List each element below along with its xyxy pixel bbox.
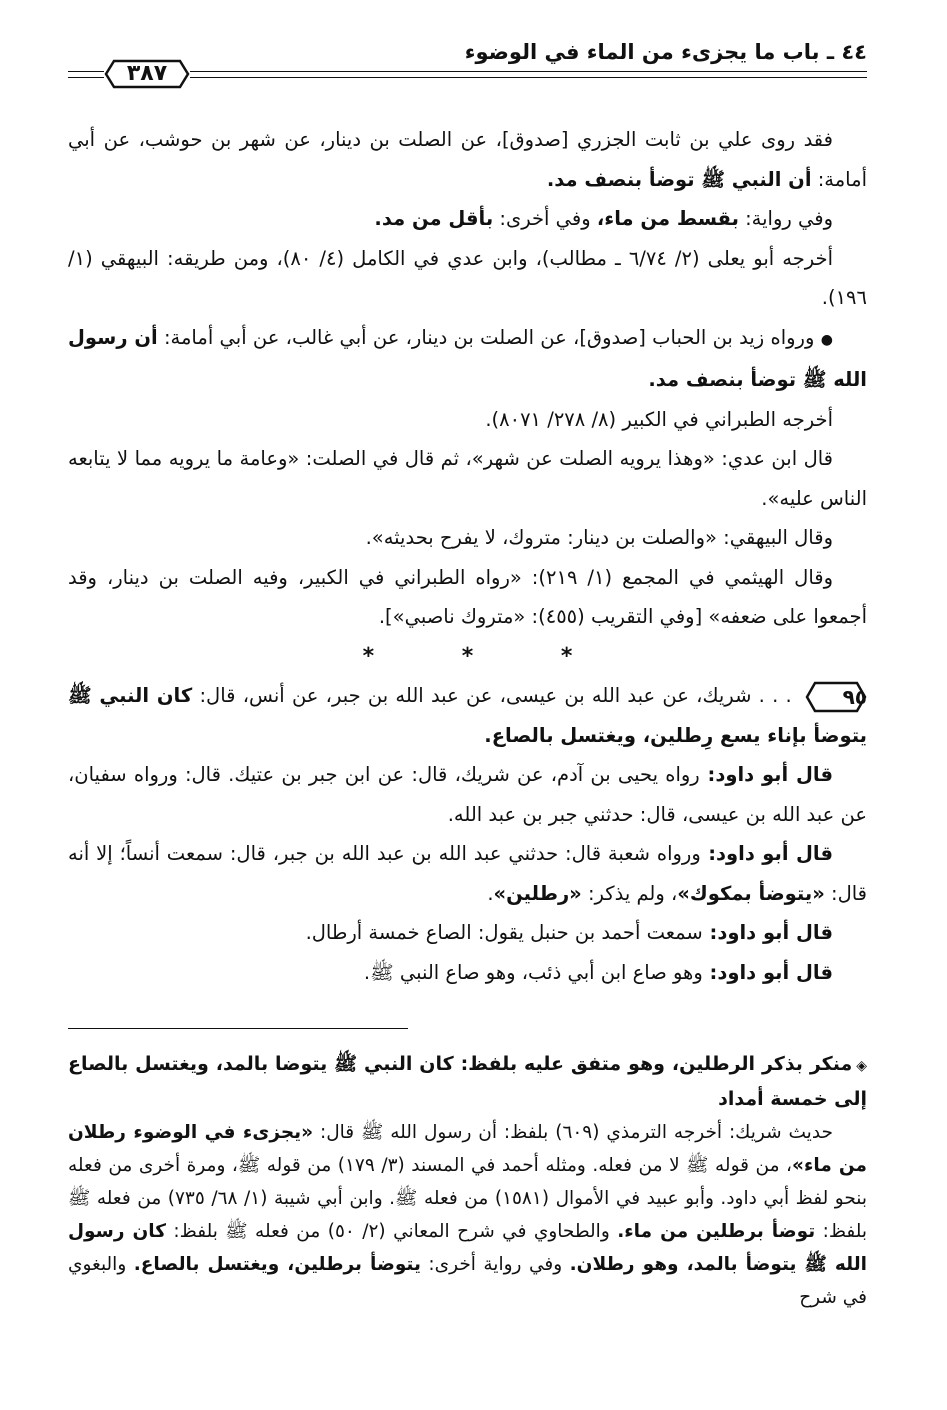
text: سمعت أحمد بن حنبل يقول: الصاع خمسة أرطال. xyxy=(305,921,703,944)
text: حديث شريك: أخرجه الترمذي (٦٠٩) بلفظ: أن رسول الله ﷺ قال: xyxy=(313,1122,833,1143)
text: ، ولم يذكر: xyxy=(581,881,678,905)
speaker-label: قال أبو داود: xyxy=(702,921,833,944)
section-separator: * * * xyxy=(362,643,613,669)
paragraph xyxy=(68,834,867,913)
hadith-paragraph xyxy=(68,676,867,755)
paragraph xyxy=(68,199,867,239)
speaker-label: قال أبو داود: xyxy=(699,763,833,786)
hadith-text: كان رسول الله ﷺ يتوضأ بالمد، وهو رطلان. xyxy=(68,1221,867,1275)
quoted-word: «رطلين» xyxy=(493,881,582,905)
paragraph: قال ابن عدي: «وهذا يرويه الصلت عن شهر»، ثم قال في الصلت: «وعامة ما يرويه مما لا يتابعه الناس عليه». xyxy=(68,447,867,510)
text: فقد روى علي بن ثابت الجزري [صدوق]، عن الصلت بن دينار، عن شهر بن حوشب، عن أبي أمامة: xyxy=(68,128,867,191)
hadith-number-badge xyxy=(805,680,867,714)
paragraph: أخرجه أبو يعلى (٢/ ٦/٧٤ ـ مطالب)، وابن عدي في الكامل (٤/ ٨٠)، ومن طريقه: البيهقي (١/ ١٩٦). xyxy=(68,246,867,309)
text: . xyxy=(487,881,494,905)
hadith-text: «يجزىء في الوضوء رطلان من ماء» xyxy=(68,1122,867,1176)
paragraph xyxy=(68,755,867,834)
paragraph: وقال البيهقي: «والصلت بن دينار: متروك، لا يفرح بحديثه». xyxy=(365,526,833,549)
hadith-text: يتوضأ برطلين، ويغتسل بالصاع. xyxy=(133,1254,421,1275)
footnote-separator xyxy=(68,1028,408,1029)
hadith-text: أن النبي ﷺ توضأ بنصف مد. xyxy=(546,167,812,191)
page-number: ٣٨٧ xyxy=(126,61,168,86)
main-text xyxy=(68,120,867,992)
quoted-word: «يتوضأ بمكوك» xyxy=(677,881,825,905)
text: وفي رواية: xyxy=(738,207,833,230)
text: وهو صاع ابن أبي ذئب، وهو صاع النبي ﷺ. xyxy=(363,960,703,984)
footnote-heading xyxy=(68,1048,867,1116)
paragraph xyxy=(68,913,867,953)
paragraph xyxy=(68,120,867,199)
hadith-text: أن رسول الله ﷺ توضأ بنصف مد. xyxy=(68,325,867,391)
paragraph xyxy=(68,318,867,400)
diamond-icon: ◈ xyxy=(856,1058,867,1074)
text: . . . شريك، عن عبد الله بن عيسى، عن عبد الله بن جبر، عن أنس، قال: xyxy=(192,684,799,707)
text: والطحاوي في شرح المعاني (٢/ ٥٠) من فعله ﷺ بلفظ: xyxy=(165,1221,618,1242)
hadith-text: بأقل من مد. xyxy=(374,207,494,230)
text: والبغوي في شرح xyxy=(68,1254,867,1308)
page-number-badge xyxy=(104,59,190,89)
paragraph xyxy=(68,953,867,993)
text: رواه يحيى بن آدم، عن شريك، قال: عن ابن جبر بن عتيك. قال: ورواه سفيان، عن عبد الله بن عيسى، قال: حدثني جبر بن عبد الله. xyxy=(68,763,867,826)
text: منكر بذكر الرطلين، وهو متفق عليه بلفظ: كان النبي ﷺ يتوضا بالمد، ويغتسل بالصاع إلى خمسة أمداد xyxy=(68,1053,867,1110)
hadith-number: ٩٥ xyxy=(842,684,867,709)
text: وفي رواية أخرى: xyxy=(420,1254,570,1275)
text: وفي أخرى: xyxy=(493,207,597,230)
speaker-label: قال أبو داود: xyxy=(702,960,833,984)
hadith-text: كان النبي ﷺ يتوضأ بإناء يسع رِطلين، ويغتسل بالصاع. xyxy=(68,684,867,747)
speaker-label: قال أبو داود: xyxy=(700,842,833,865)
hadith-text: توضأ برطلين من ماء. xyxy=(617,1221,816,1242)
footnote xyxy=(68,1048,867,1314)
bullet-icon: ● xyxy=(820,331,834,348)
text: ورواه زيد بن الحباب [صدوق]، عن الصلت بن دينار، عن أبي غالب، عن أبي أمامة: xyxy=(157,325,815,349)
chapter-header: ٤٤ ـ باب ما يجزىء من الماء في الوضوء xyxy=(464,40,867,64)
hadith-text: بقسط من ماء، xyxy=(596,207,739,230)
text: ، من قوله ﷺ لا من فعله. ومثله أحمد في المسند (٣/ ١٧٩) من قوله ﷺ، ومرة أخرى من فعله بنحو لفظ أبي داود. وأبو عبيد في الأموال (١٥٨١) من فعله ﷺ. وابن أبي شيبة (١/ ٦٨/ ٧٣٥) من فعله ﷺ بلفظ: xyxy=(68,1155,868,1242)
text: ورواه شعبة قال: حدثني عبد الله بن عبد الله بن جبر، قال: سمعت أنساً؛ إلا أنه قال: xyxy=(68,842,867,905)
paragraph: وقال الهيثمي في المجمع (١/ ٢١٩): «رواه الطبراني في الكبير، وفيه الصلت بن دينار، وقد أجمعوا على ضعفه» [وفي التقريب (٤٥٥): «متروك ناصبي»]. xyxy=(68,565,867,628)
paragraph: أخرجه الطبراني في الكبير (٨/ ٢٧٨/ ٨٠٧١). xyxy=(485,407,833,431)
footnote-text xyxy=(68,1116,867,1314)
